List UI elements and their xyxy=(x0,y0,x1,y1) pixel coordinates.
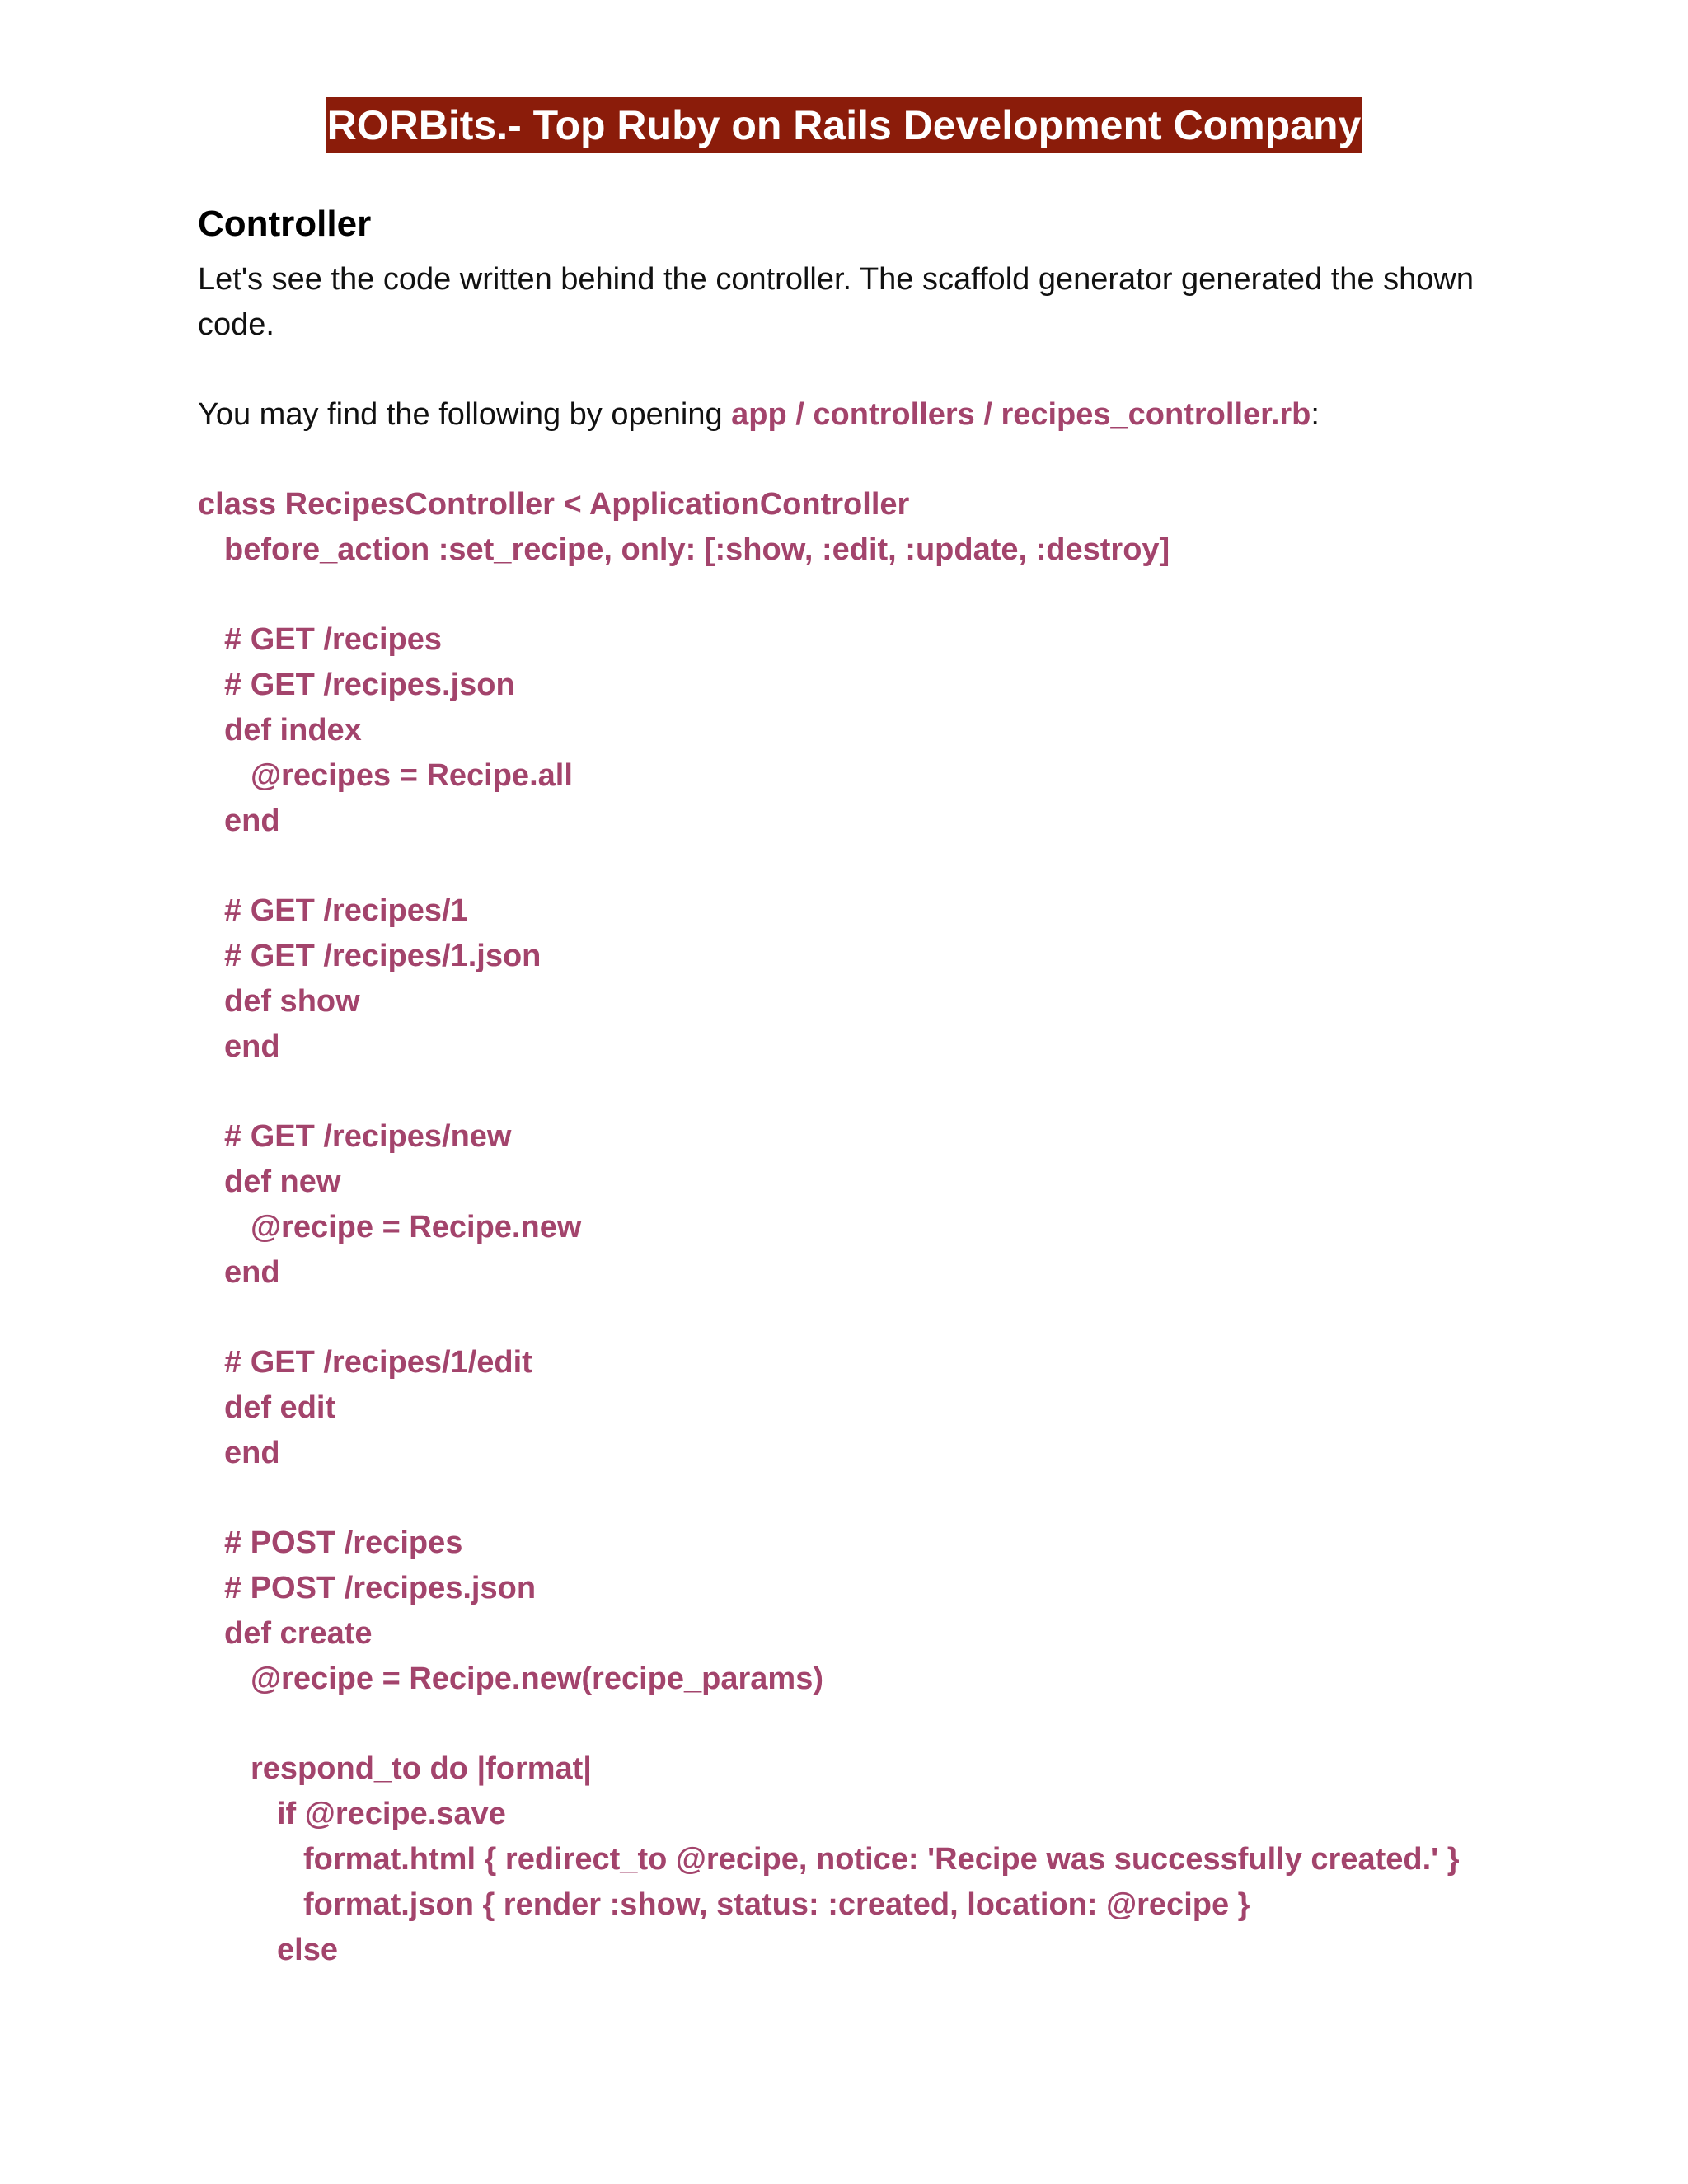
code-line xyxy=(198,843,1517,888)
code-line: def create xyxy=(224,1615,373,1651)
code-line xyxy=(198,1702,1517,1747)
banner-wrap xyxy=(0,97,1688,153)
code-line: @recipes = Recipe.all xyxy=(251,757,573,793)
code-line: # GET /recipes.json xyxy=(224,668,515,703)
code-line: end xyxy=(224,1435,280,1470)
code-line: # POST /recipes xyxy=(224,1526,463,1561)
file-path-prefix: You may find the following by opening xyxy=(198,397,732,432)
code-line: @recipe = Recipe.new xyxy=(251,1209,582,1244)
file-path-suffix: : xyxy=(1311,397,1320,432)
code-line: before_action :set_recipe, only: [:show, :edit, :update, :destroy] xyxy=(224,532,1170,567)
code-line xyxy=(198,1295,1517,1340)
code-line: class RecipesController < ApplicationController xyxy=(198,487,910,522)
code-line: if @recipe.save xyxy=(277,1797,506,1832)
code-line xyxy=(198,1476,1517,1521)
code-line: # GET /recipes/1.json xyxy=(224,938,542,973)
code-line: def index xyxy=(224,712,362,748)
code-block xyxy=(198,482,1517,1972)
code-line: end xyxy=(224,803,280,838)
code-line xyxy=(198,573,1517,618)
code-line: end xyxy=(224,1254,280,1290)
code-line: respond_to do |format| xyxy=(251,1751,592,1787)
code-line: # POST /recipes.json xyxy=(224,1571,537,1606)
content-body xyxy=(198,198,1517,1972)
code-line: @recipe = Recipe.new(recipe_params) xyxy=(251,1661,823,1696)
code-line: def show xyxy=(224,983,360,1019)
code-line: # GET /recipes/new xyxy=(224,1119,512,1155)
code-line: format.html { redirect_to @recipe, notice: 'Recipe was successfully created.' } xyxy=(303,1841,1460,1877)
intro-paragraph: Let's see the code written behind the controller. The scaffold generator generated the shown code. xyxy=(198,262,1474,342)
code-line: else xyxy=(277,1932,338,1967)
code-line: # GET /recipes/1/edit xyxy=(224,1345,532,1380)
code-line: end xyxy=(224,1029,280,1064)
code-line: format.json { render :show, status: :created, location: @recipe } xyxy=(303,1886,1250,1922)
file-path: app / controllers / recipes_controller.rb xyxy=(731,397,1311,432)
code-line: # GET /recipes/1 xyxy=(224,893,468,929)
code-line xyxy=(198,1069,1517,1114)
code-line: # GET /recipes xyxy=(224,622,443,658)
company-banner: RORBits.- Top Ruby on Rails Development Company xyxy=(326,97,1363,153)
section-heading: Controller xyxy=(198,204,372,244)
code-line: def edit xyxy=(224,1390,336,1425)
code-line: def new xyxy=(224,1164,341,1199)
file-path-paragraph xyxy=(198,392,1517,438)
